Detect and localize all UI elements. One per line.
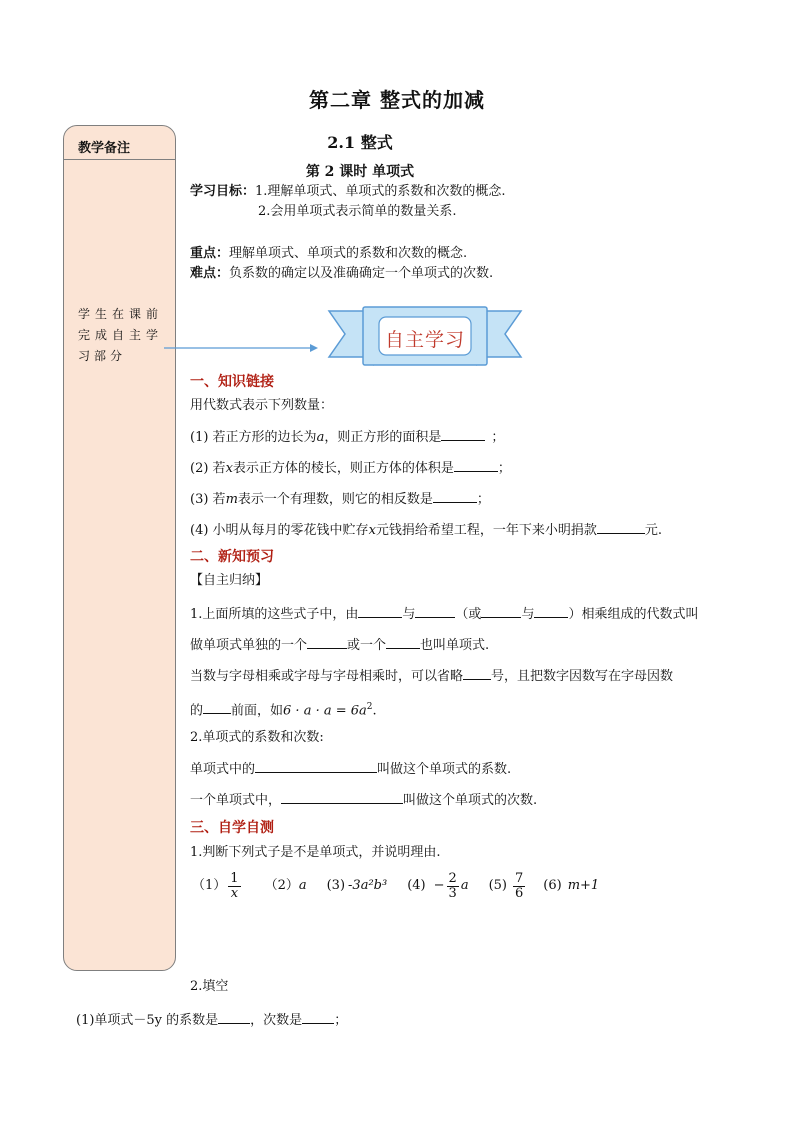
induction-line-3	[190, 667, 673, 686]
p1-blank-4[interactable]	[534, 605, 568, 618]
q1-end: ；	[491, 430, 505, 445]
item5-fraction	[513, 872, 525, 901]
p4-exponent: 2	[366, 702, 373, 712]
p1-blank-3[interactable]	[481, 605, 521, 618]
item1-denominator: x	[230, 885, 239, 901]
q3-text-b: 表示一个有理数，则它的相反数是	[237, 492, 433, 507]
item2-expression: a	[298, 878, 307, 893]
chapter-title: 第二章 整式的加减	[309, 88, 485, 112]
p6-text-a: 单项式中的	[190, 762, 256, 777]
induction-line-4	[190, 698, 377, 720]
arrow-icon	[164, 340, 324, 356]
q3-variable: m	[225, 492, 238, 507]
p4-formula: 6 · a · a = 6a	[283, 703, 367, 719]
p7-blank-1[interactable]	[281, 791, 403, 804]
q4-text-b: 元钱捐给希望工程，一年下来小明捐款	[375, 523, 597, 538]
section2-subtitle: 【自主归纳】	[190, 573, 269, 588]
item1-numerator: 1	[230, 870, 239, 886]
induction-line-7	[190, 791, 537, 810]
focus-text: 理解单项式、单项式的系数和次数的概念.	[229, 246, 468, 261]
section3-title: 三、自学自测	[190, 820, 274, 836]
teaching-notes-sidebar	[63, 125, 176, 971]
item5-numerator: 7	[515, 870, 524, 886]
focus-line	[190, 245, 467, 263]
p1-text-c: （或	[455, 607, 482, 622]
p3-text-a: 当数与字母相乘或字母与字母相乘时，可以省略	[190, 669, 464, 684]
p4-end: .	[372, 703, 377, 719]
q2-variable: x	[225, 461, 233, 476]
p7-text-b: 叫做这个单项式的次数.	[403, 793, 538, 808]
p1-text-d: 与	[521, 607, 535, 622]
q1-text-b: ，则正方形的面积是	[324, 430, 442, 445]
p1-text-a: 1.上面所填的这些式子中，由	[190, 607, 359, 622]
question-2	[190, 459, 511, 478]
fill-in-question-1	[76, 1011, 347, 1030]
p1-text-b: 与	[402, 607, 416, 622]
question-3	[190, 490, 490, 509]
sidebar-heading: 教学备注	[64, 126, 175, 160]
item3-expression: -3a²b³	[348, 878, 388, 893]
p6-text-b: 叫做这个单项式的系数.	[377, 762, 512, 777]
monomial-items	[192, 866, 599, 906]
q1-variable: a	[316, 430, 325, 445]
section2-title: 二、新知预习	[190, 549, 274, 565]
section3-question-1: 1.判断下列式子是不是单项式，并说明理由.	[190, 845, 441, 860]
q1-answer-blank[interactable]	[441, 428, 485, 441]
p2-blank-1[interactable]	[307, 636, 347, 649]
p1-text-e: ）相乘组成的代数式叫	[568, 607, 699, 622]
item5-denominator: 6	[515, 885, 524, 901]
fill1-end: ；	[334, 1013, 348, 1028]
p2-blank-2[interactable]	[386, 636, 420, 649]
q4-answer-blank[interactable]	[597, 521, 645, 534]
p3-blank-1[interactable]	[463, 667, 491, 680]
item2-label: （2）	[264, 878, 299, 893]
p4-text-b: 前面，如	[231, 703, 284, 719]
induction-line-1	[190, 605, 698, 624]
objective-1: 1.理解单项式、单项式的系数和次数的概念.	[255, 184, 506, 199]
q1-text-a: (1) 若正方形的边长为	[190, 430, 317, 445]
induction-line-6	[190, 760, 511, 779]
section-title: 2.1 整式	[327, 133, 393, 152]
induction-line-2	[190, 636, 489, 655]
lesson-title: 第 2 课时 单项式	[305, 164, 415, 180]
objectives-line-1	[190, 183, 506, 201]
difficulty-label: 难点：	[190, 266, 230, 281]
p6-blank-1[interactable]	[255, 760, 377, 773]
objectives-label: 学习目标：	[190, 184, 256, 199]
coefficient-blank[interactable]	[218, 1011, 250, 1024]
q2-text-b: 表示正方体的棱长，则正方体的体积是	[232, 461, 454, 476]
p2-text-c: 也叫单项式.	[420, 638, 490, 653]
item4-denominator: 3	[448, 885, 457, 901]
item3-label: (3)	[326, 878, 346, 893]
p2-text-b: 或一个	[347, 638, 387, 653]
objective-2: 2.会用单项式表示简单的数量关系.	[258, 204, 457, 219]
degree-blank[interactable]	[302, 1011, 334, 1024]
item4-label: (4)	[407, 878, 426, 893]
question-1	[190, 428, 504, 447]
item4-fraction	[447, 872, 459, 901]
q2-text-a: (2) 若	[190, 461, 226, 476]
p1-blank-2[interactable]	[415, 605, 455, 618]
item5-label: (5)	[488, 878, 507, 893]
q4-end: 元.	[644, 523, 663, 538]
section1-title: 一、知识链接	[190, 374, 274, 390]
banner-label: 自主学习	[384, 329, 465, 351]
q2-end: ；	[497, 461, 511, 476]
difficulty-text: 负系数的确定以及准确确定一个单项式的次数.	[229, 266, 494, 281]
p3-text-b: 号，且把数字因数写在字母因数	[491, 669, 674, 684]
question-4	[190, 521, 662, 540]
q4-text-a: (4) 小明从每月的零花钱中贮存	[190, 523, 369, 538]
item4-numerator: 2	[448, 870, 457, 886]
difficulty-line	[190, 265, 493, 283]
p2-text-a: 做单项式单独的一个	[190, 638, 308, 653]
p4-blank-1[interactable]	[203, 701, 231, 714]
q3-end: ；	[476, 492, 490, 507]
induction-line-5: 2.单项式的系数和次数:	[190, 730, 324, 745]
sidebar-note: 学生在课前完成自主学习部分	[78, 307, 162, 363]
q4-variable: x	[368, 523, 376, 538]
section3-question-2: 2.填空	[190, 979, 229, 994]
fill1-text-b: ，次数是	[250, 1013, 303, 1028]
q3-text-a: (3) 若	[190, 492, 226, 507]
focus-label: 重点：	[190, 246, 230, 261]
p1-blank-1[interactable]	[358, 605, 402, 618]
fill1-text-a: (1)单项式－5y 的系数是	[76, 1013, 219, 1028]
item1-label: （1）	[192, 878, 227, 893]
item4-variable: a	[460, 878, 469, 893]
p7-text-a: 一个单项式中，	[190, 793, 282, 808]
item6-label: (6)	[543, 878, 562, 893]
p4-text-a: 的	[190, 703, 204, 719]
self-study-banner	[327, 305, 523, 371]
item1-fraction	[228, 872, 240, 901]
item6-expression: m+1	[567, 878, 600, 893]
section1-intro: 用代数式表示下列数量：	[190, 398, 334, 413]
q2-answer-blank[interactable]	[454, 459, 498, 472]
item4-sign: −	[433, 878, 445, 893]
q3-answer-blank[interactable]	[433, 490, 477, 503]
